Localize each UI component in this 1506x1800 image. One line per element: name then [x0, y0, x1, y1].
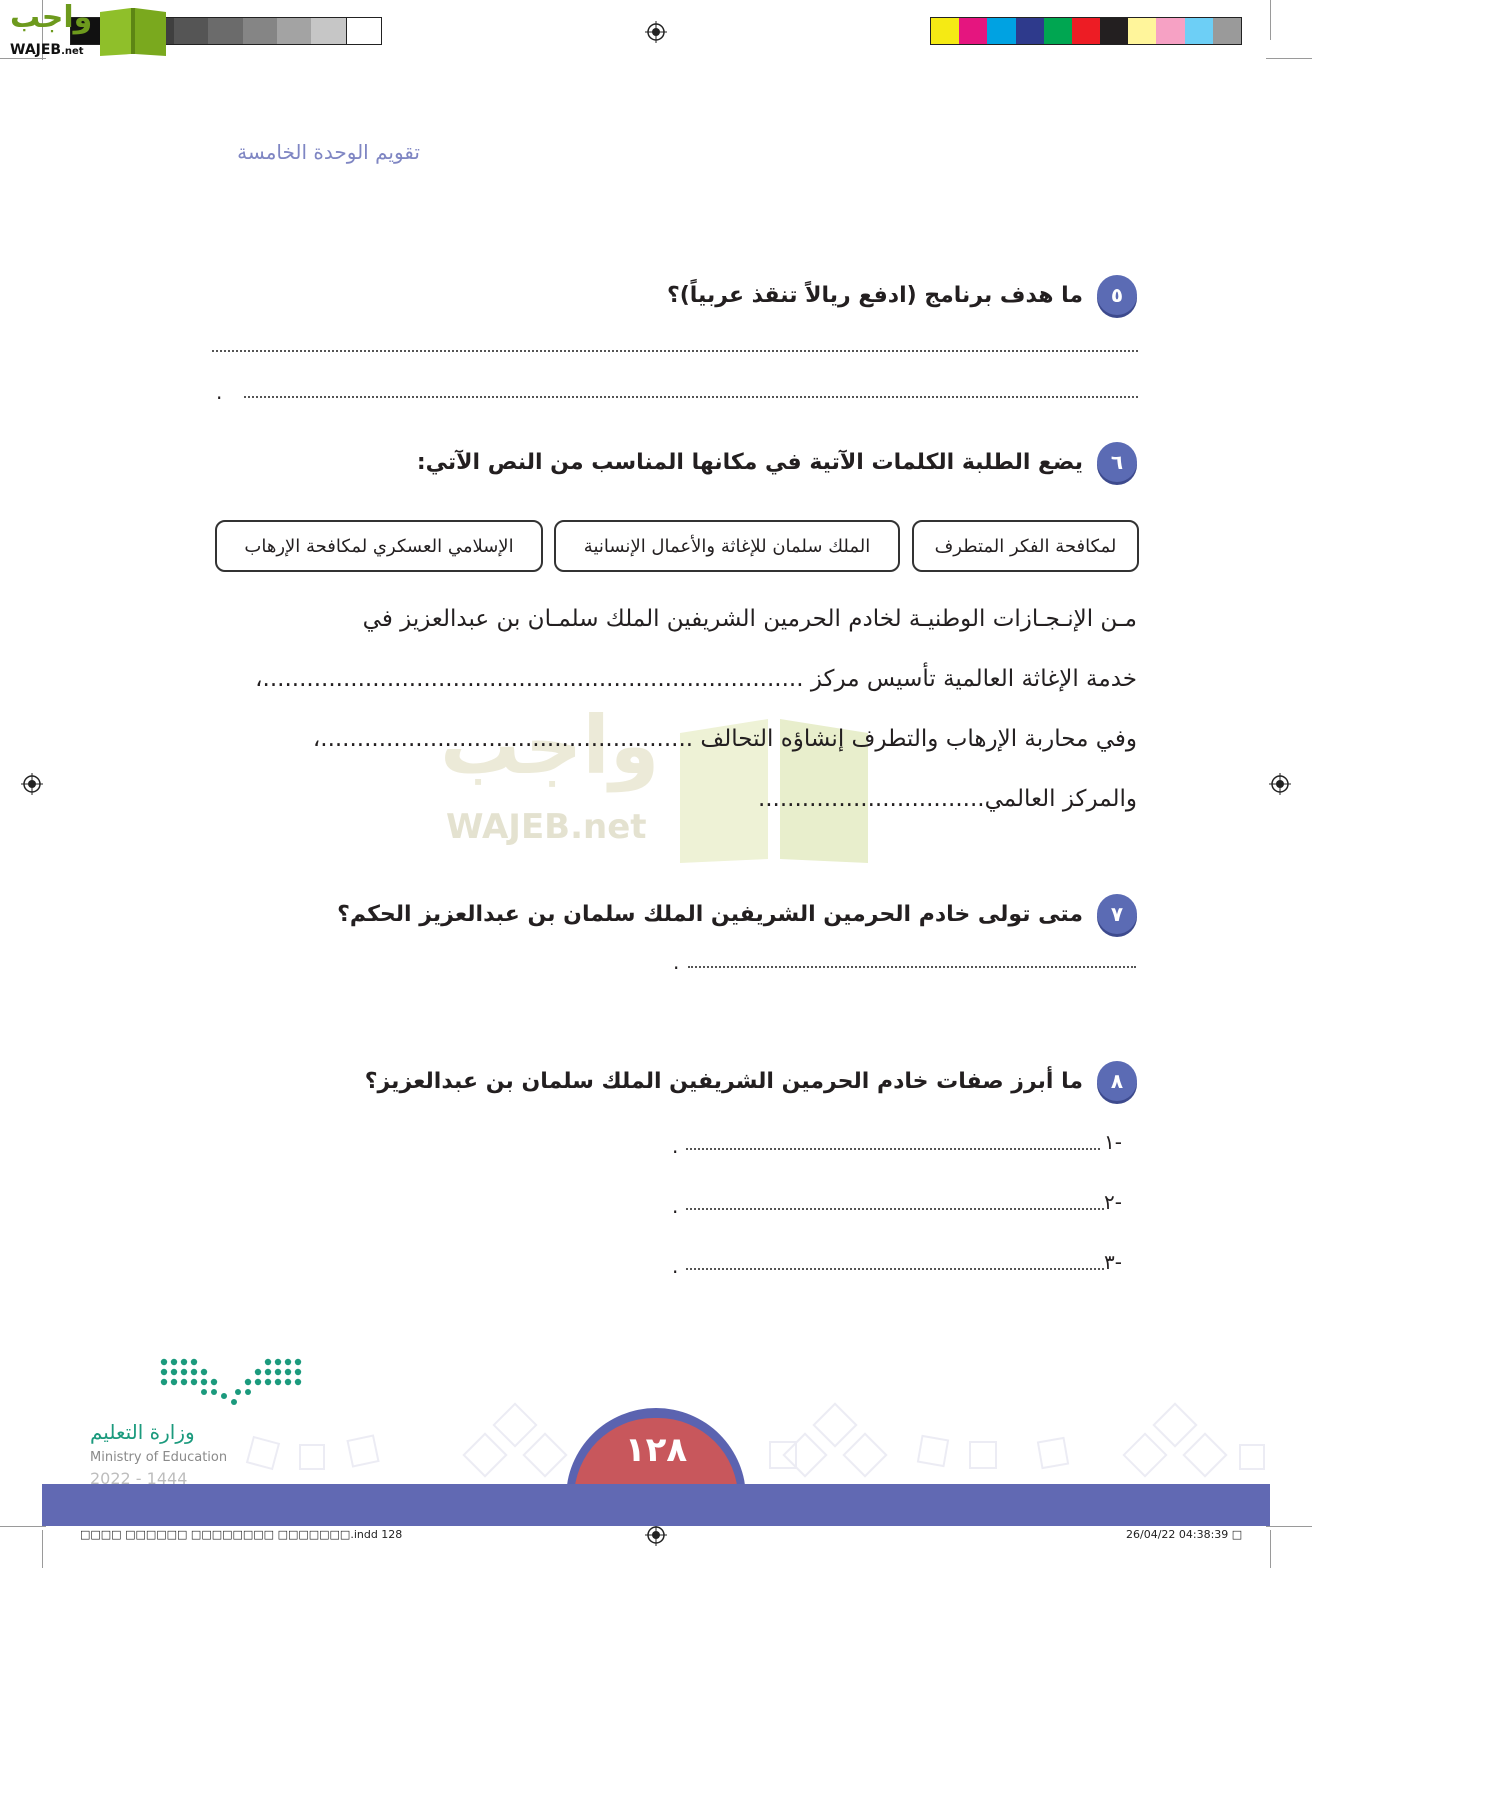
passage-line: خدمة الإغاثة العالمية تأسيس مركز ..........................................................................، — [255, 666, 1137, 692]
list-item-number: ٢- — [1104, 1190, 1122, 1214]
crop-mark — [1266, 1526, 1312, 1527]
word-bank-item[interactable]: الملك سلمان للإغاثة والأعمال الإنسانية — [554, 520, 900, 572]
crop-mark — [42, 1530, 43, 1568]
passage-line: مـن الإنـجـازات الوطنيـة لخادم الحرمين الشريفين الملك سلمـان بن عبدالعزيز في — [362, 606, 1137, 632]
question-6 — [417, 442, 1137, 482]
color-swatch — [346, 18, 381, 44]
footer-band — [42, 1484, 1270, 1526]
crop-mark — [1270, 1530, 1271, 1568]
indd-file-slug: □□□□ □□□□□□ □□□□□□□□ □□□□□□□.indd 128 — [80, 1528, 403, 1541]
answer-line[interactable] — [212, 350, 1138, 352]
answer-line[interactable] — [688, 966, 1136, 968]
question-number-badge: ٦ — [1097, 442, 1137, 482]
question-number-badge: ٧ — [1097, 894, 1137, 934]
watermark-latin: WAJEB.net — [446, 807, 647, 847]
ministry-english-name: Ministry of Education — [90, 1450, 228, 1465]
crop-mark — [0, 58, 46, 59]
color-swatch — [931, 18, 959, 44]
page-number: ١٢٨ — [624, 1430, 688, 1470]
color-swatch — [243, 18, 277, 44]
crop-mark — [1266, 58, 1312, 59]
answer-line[interactable] — [686, 1208, 1104, 1210]
line-end-period: . — [216, 380, 223, 404]
color-swatch — [311, 18, 345, 44]
line-end-period: . — [673, 950, 680, 974]
question-text: متى تولى خادم الحرمين الشريفين الملك سلمان بن عبدالعزيز الحكم؟ — [337, 901, 1083, 927]
wajeb-logo[interactable] — [6, 2, 166, 58]
question-7 — [337, 894, 1137, 934]
question-text: يضع الطلبة الكلمات الآتية في مكانها المناسب من النص الآتي: — [416, 449, 1083, 475]
print-date-slug: 26/04/22 04:38:39 □ — [1126, 1528, 1243, 1541]
ministry-year: 2022 - 1444 — [90, 1469, 188, 1488]
color-swatch — [987, 18, 1015, 44]
question-number-badge: ٨ — [1097, 1061, 1137, 1101]
color-swatch — [1044, 18, 1072, 44]
question-8 — [365, 1061, 1137, 1101]
passage-line: وفي محاربة الإرهاب والتطرف إنشاؤه التحالف ...................................................، — [312, 726, 1137, 752]
word-bank-item[interactable]: لمكافحة الفكر المتطرف — [912, 520, 1139, 572]
color-swatch — [208, 18, 242, 44]
color-swatch — [959, 18, 987, 44]
color-swatch — [1185, 18, 1213, 44]
color-swatch — [1128, 18, 1156, 44]
list-item-number: ٣- — [1104, 1250, 1122, 1274]
answer-line[interactable] — [244, 396, 1138, 398]
color-swatch — [1072, 18, 1100, 44]
logo-latin-name: WAJEB — [10, 42, 62, 58]
question-text: ما أبرز صفات خادم الحرمين الشريفين الملك سلمان بن عبدالعزيز؟ — [364, 1068, 1083, 1094]
watermark-arabic: واجب — [440, 699, 660, 792]
color-swatch — [277, 18, 311, 44]
line-end-period: . — [672, 1134, 679, 1158]
color-swatch — [1213, 18, 1241, 44]
registration-mark-icon — [1269, 773, 1291, 795]
book-icon — [96, 4, 170, 58]
answer-line[interactable] — [686, 1268, 1104, 1270]
ministry-of-education-logo — [86, 1356, 306, 1486]
line-end-period: . — [672, 1194, 679, 1218]
passage-line: والمركز العالمي............................... — [757, 786, 1137, 812]
question-5 — [667, 275, 1137, 315]
crop-mark — [0, 1526, 46, 1527]
line-end-period: . — [672, 1254, 679, 1278]
word-bank-item[interactable]: الإسلامي العسكري لمكافحة الإرهاب — [215, 520, 543, 572]
process-color-bar — [930, 17, 1242, 45]
answer-line[interactable] — [686, 1148, 1100, 1150]
ministry-dots-icon — [158, 1356, 304, 1408]
list-item-number: ١- — [1104, 1130, 1122, 1154]
color-swatch — [174, 18, 208, 44]
question-number-badge: ٥ — [1097, 275, 1137, 315]
question-text: ما هدف برنامج (ادفع ريالاً تنقذ عربياً)؟ — [666, 282, 1083, 308]
color-swatch — [1016, 18, 1044, 44]
logo-latin-text — [10, 39, 84, 58]
registration-mark-icon — [645, 1524, 667, 1546]
logo-latin-suffix: .net — [61, 46, 84, 57]
logo-arabic-text: واجب — [10, 0, 93, 35]
color-swatch — [1156, 18, 1184, 44]
unit-evaluation-title: تقويم الوحدة الخامسة — [237, 140, 420, 164]
ministry-arabic-name: وزارة التعليم — [90, 1420, 195, 1444]
registration-mark-icon — [645, 21, 667, 43]
registration-mark-icon — [21, 773, 43, 795]
crop-mark — [1270, 0, 1271, 40]
color-swatch — [1100, 18, 1128, 44]
